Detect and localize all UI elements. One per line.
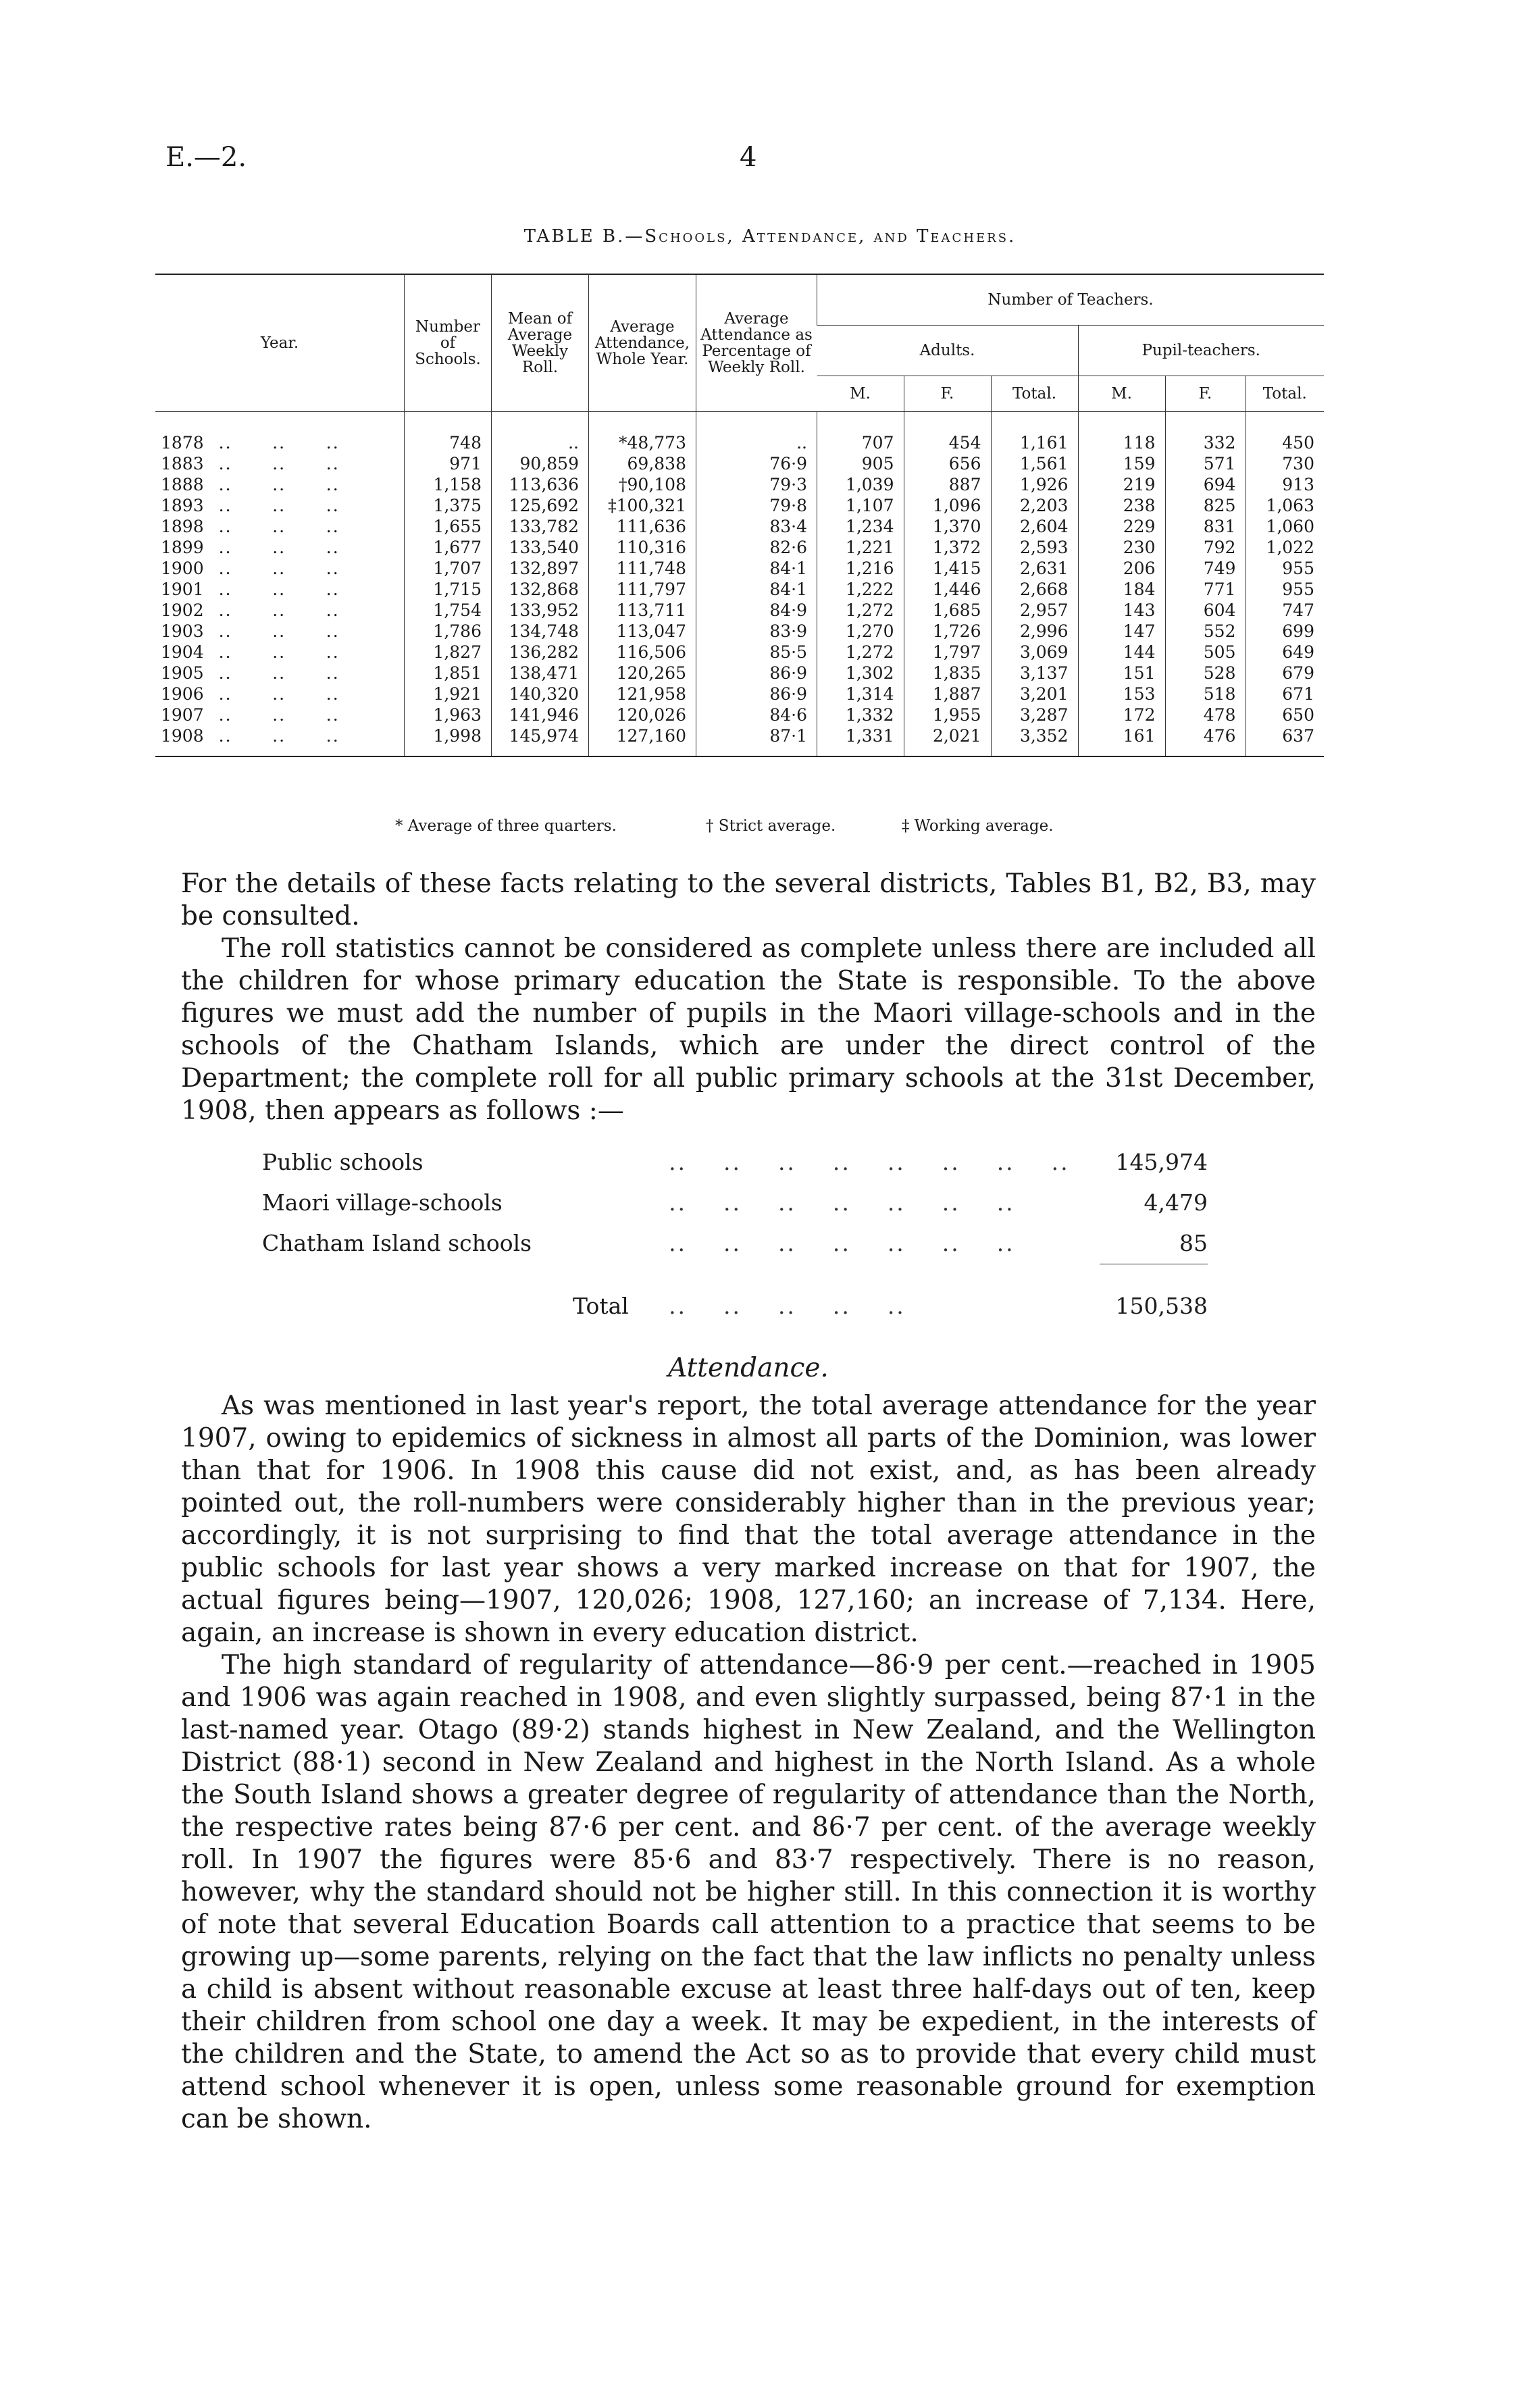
table-cell: ..: [492, 412, 589, 454]
table-cell: 230: [1078, 537, 1165, 558]
table-cell: 1,375: [405, 495, 492, 516]
table-cell: 161: [1078, 725, 1165, 756]
table-cell: 1,561: [991, 453, 1078, 474]
table-cell: 1,835: [904, 663, 991, 684]
body-text: [181, 868, 1316, 2136]
paragraph-details: For the details of these facts relating to the several districts, Tables B1, B2, B3, may be consulted.: [181, 869, 1316, 931]
table-cell: 3,201: [991, 684, 1078, 704]
table-cell: 2,668: [991, 579, 1078, 600]
col-pupil-m: M.: [1078, 376, 1165, 412]
table-cell: 206: [1078, 558, 1165, 579]
year-cell: 1901 .. .. ..: [161, 580, 340, 599]
year-cell: 1883 .. .. ..: [161, 454, 340, 473]
table-cell: 528: [1165, 663, 1246, 684]
table-cell: 1,039: [817, 474, 904, 495]
table-caption: [0, 226, 1540, 247]
table-cell: 219: [1078, 474, 1165, 495]
table-row: [155, 621, 1324, 642]
table-cell: 133,952: [492, 600, 589, 621]
col-schools: Number of Schools.: [405, 274, 492, 412]
table-cell: ‡100,321: [589, 495, 696, 516]
table-cell: 505: [1165, 642, 1246, 663]
table-cell: *48,773: [589, 412, 696, 454]
table-cell: 478: [1165, 704, 1246, 725]
table-cell: 1,161: [991, 412, 1078, 454]
table-cell: 1,107: [817, 495, 904, 516]
table-cell: 144: [1078, 642, 1165, 663]
table-row: [155, 412, 1324, 454]
table-cell: 1,314: [817, 684, 904, 704]
table-cell: 1,222: [817, 579, 904, 600]
footnote-working: ‡ Working average.: [902, 817, 1054, 835]
table-cell: 748: [405, 412, 492, 454]
year-cell: 1907 .. .. ..: [161, 705, 340, 725]
table-row: [155, 579, 1324, 600]
table-cell: 332: [1165, 412, 1246, 454]
table-cell: 1,786: [405, 621, 492, 642]
attendance-heading: Attendance.: [668, 1353, 829, 1383]
table-cell: ..: [696, 412, 817, 454]
table-cell: 84·1: [696, 558, 817, 579]
col-pupil-total: Total.: [1246, 376, 1324, 412]
year-cell: 1893 .. .. ..: [161, 496, 340, 515]
table-cell: 552: [1165, 621, 1246, 642]
roll-row: Chatham Island schools .. .. .. .. .. .. .. 85: [262, 1223, 1208, 1264]
table-cell: 730: [1246, 453, 1324, 474]
table-cell: 1,415: [904, 558, 991, 579]
table-cell: 79·8: [696, 495, 817, 516]
table-cell: 1,331: [817, 725, 904, 756]
table-cell: 1,677: [405, 537, 492, 558]
table-cell: 3,069: [991, 642, 1078, 663]
table-cell: 76·9: [696, 453, 817, 474]
table-cell: 1,655: [405, 516, 492, 537]
table-cell: 1,370: [904, 516, 991, 537]
table-cell: 120,026: [589, 704, 696, 725]
table-cell: 679: [1246, 663, 1324, 684]
table-cell: 1,372: [904, 537, 991, 558]
table-cell: 707: [817, 412, 904, 454]
statistics-table: [155, 274, 1324, 757]
table-cell: 3,137: [991, 663, 1078, 684]
table-cell: 1,221: [817, 537, 904, 558]
table-cell: 110,316: [589, 537, 696, 558]
year-cell: 1906 .. .. ..: [161, 684, 340, 704]
roll-row: Public schools .. .. .. .. .. .. .. .. 145,974: [262, 1142, 1208, 1183]
table-cell: 1,685: [904, 600, 991, 621]
page-number: 4: [740, 142, 757, 173]
table-cell: 120,265: [589, 663, 696, 684]
table-cell: 111,636: [589, 516, 696, 537]
table-cell: 79·3: [696, 474, 817, 495]
table-cell: 913: [1246, 474, 1324, 495]
table-row: [155, 453, 1324, 474]
table-cell: 2,996: [991, 621, 1078, 642]
table-row: [155, 537, 1324, 558]
table-cell: 604: [1165, 600, 1246, 621]
table-cell: 145,974: [492, 725, 589, 756]
table-cell: 87·1: [696, 725, 817, 756]
table-cell: 1,851: [405, 663, 492, 684]
table-cell: 1,272: [817, 642, 904, 663]
table-cell: 90,859: [492, 453, 589, 474]
table-cell: 2,604: [991, 516, 1078, 537]
year-cell: 1900 .. .. ..: [161, 559, 340, 578]
table-row: [155, 642, 1324, 663]
table-cell: 637: [1246, 725, 1324, 756]
year-cell: 1898 .. .. ..: [161, 517, 340, 536]
table-cell: 955: [1246, 579, 1324, 600]
table-cell: 649: [1246, 642, 1324, 663]
roll-row: Maori village-schools .. .. .. .. .. .. .. 4,479: [262, 1183, 1208, 1223]
table-cell: 747: [1246, 600, 1324, 621]
table-cell: 454: [904, 412, 991, 454]
year-cell: 1878 .. .. ..: [161, 433, 340, 453]
table-row: [155, 495, 1324, 516]
table-cell: 2,957: [991, 600, 1078, 621]
table-caption-prefix: TABLE B.—: [523, 226, 645, 247]
table-cell: 1,827: [405, 642, 492, 663]
table-cell: 1,797: [904, 642, 991, 663]
year-cell: 1902 .. .. ..: [161, 600, 340, 620]
table-cell: 905: [817, 453, 904, 474]
table-row: [155, 516, 1324, 537]
table-cell: 229: [1078, 516, 1165, 537]
table-cell: 132,897: [492, 558, 589, 579]
table-cell: 2,593: [991, 537, 1078, 558]
table-cell: 84·6: [696, 704, 817, 725]
table-cell: 1,926: [991, 474, 1078, 495]
table-cell: 1,921: [405, 684, 492, 704]
table-cell: 3,287: [991, 704, 1078, 725]
year-cell: 1903 .. .. ..: [161, 621, 340, 641]
table-cell: 1,158: [405, 474, 492, 495]
table-cell: 792: [1165, 537, 1246, 558]
table-cell: 132,868: [492, 579, 589, 600]
table-caption-title: Schools, Attendance, and Teachers.: [644, 226, 1017, 247]
roll-value: 85: [1179, 1230, 1208, 1256]
table-cell: 147: [1078, 621, 1165, 642]
table-cell: 1,270: [817, 621, 904, 642]
table-cell: 136,282: [492, 642, 589, 663]
table-row: [155, 474, 1324, 495]
table-cell: 85·5: [696, 642, 817, 663]
table-cell: 125,692: [492, 495, 589, 516]
year-cell: 1908 .. .. ..: [161, 726, 340, 746]
table-cell: 671: [1246, 684, 1324, 704]
table-cell: 694: [1165, 474, 1246, 495]
table-cell: 1,955: [904, 704, 991, 725]
table-cell: 82·6: [696, 537, 817, 558]
table-cell: 141,946: [492, 704, 589, 725]
table-cell: 86·9: [696, 684, 817, 704]
table-cell: 138,471: [492, 663, 589, 684]
table-cell: 172: [1078, 704, 1165, 725]
table-cell: 84·9: [696, 600, 817, 621]
col-mean-roll: Mean of Average Weekly Roll.: [492, 274, 589, 412]
table-cell: 1,234: [817, 516, 904, 537]
table-cell: 111,748: [589, 558, 696, 579]
col-attendance-pct: Average Attendance as Percentage of Weekly Roll.: [696, 274, 817, 412]
table-cell: 887: [904, 474, 991, 495]
col-adults: Adults.: [817, 326, 1079, 376]
table-body: [155, 412, 1324, 757]
table-row: [155, 558, 1324, 579]
table-cell: 127,160: [589, 725, 696, 756]
roll-total-value: 150,538: [1100, 1264, 1208, 1327]
table-cell: 69,838: [589, 453, 696, 474]
table-cell: 133,540: [492, 537, 589, 558]
table-cell: 656: [904, 453, 991, 474]
roll-label: Chatham Island schools: [262, 1230, 532, 1257]
paragraph-roll-statistics: The roll statistics cannot be considered as complete unless there are included all the children for whose primary education the State is responsible. To the above figures we must add the number of pupils in the Maori village-schools and in the schools of the Chatham Islands, which are under the direct control of the Department; the complete roll for all public primary schools at the 31st December, 1908, then appears as follows :—: [181, 933, 1316, 1126]
roll-summary: [262, 1142, 1208, 1327]
table-row: [155, 704, 1324, 725]
table-cell: †90,108: [589, 474, 696, 495]
table-cell: 518: [1165, 684, 1246, 704]
table-cell: 116,506: [589, 642, 696, 663]
col-adults-m: M.: [817, 376, 904, 412]
table-row: [155, 600, 1324, 621]
table-cell: 83·9: [696, 621, 817, 642]
table-cell: 113,636: [492, 474, 589, 495]
roll-total-label: Total: [573, 1292, 629, 1319]
table-cell: 1,887: [904, 684, 991, 704]
table-cell: 450: [1246, 412, 1324, 454]
table-cell: 971: [405, 453, 492, 474]
year-cell: 1899 .. .. ..: [161, 538, 340, 557]
table-cell: 151: [1078, 663, 1165, 684]
table-cell: 3,352: [991, 725, 1078, 756]
table-cell: 113,047: [589, 621, 696, 642]
table-cell: 825: [1165, 495, 1246, 516]
roll-value: 4,479: [1144, 1189, 1208, 1216]
col-avg-attendance: Average Attendance, Whole Year.: [589, 274, 696, 412]
table-cell: 1,332: [817, 704, 904, 725]
table-cell: 118: [1078, 412, 1165, 454]
table-cell: 2,021: [904, 725, 991, 756]
year-cell: 1888 .. .. ..: [161, 475, 340, 494]
table-cell: 1,998: [405, 725, 492, 756]
paragraph-regularity: The high standard of regularity of attendance—86·9 per cent.—reached in 1905 and 1906 was again reached in 1908, and even slightly surpassed, being 87·1 in the last-named year. Otago (89·2) stands highest in New Zealand, and the Wellington District (88·1) second in New Zealand and highest in the North Island. As a whole the South Island shows a greater degree of regularity of attendance than the North, the respective rates being 87·6 per cent. and 86·7 per cent. of the average weekly roll. In 1907 the figures were 85·6 and 83·7 respectively. There is no reason, however, why the standard should not be higher still. In this connection it is worthy of note that several Education Boards call attention to a practice that seems to be growing up—some parents, relying on the fact that the law inflicts no penalty unless a child is absent without reasonable excuse at least three half-days out of ten, keep their children from school one day a week. It may be expedient, in the interests of the children and the State, to amend the Act so as to provide that every child must attend school whenever it is open, unless some reasonable ground for exemption can be shown.: [181, 1650, 1316, 2134]
table-row: [155, 725, 1324, 756]
footnote-three-quarters: * Average of three quarters.: [395, 817, 617, 835]
table-cell: 1,715: [405, 579, 492, 600]
roll-label: Maori village-schools: [262, 1189, 503, 1216]
roll-label: Public schools: [262, 1149, 424, 1175]
table-cell: 83·4: [696, 516, 817, 537]
footnote-strict: † Strict average.: [706, 817, 836, 835]
col-pupil-teachers: Pupil-teachers.: [1078, 326, 1324, 376]
year-cell: 1905 .. .. ..: [161, 663, 340, 683]
table-cell: 476: [1165, 725, 1246, 756]
table-cell: 2,203: [991, 495, 1078, 516]
table-cell: 121,958: [589, 684, 696, 704]
table-cell: 1,707: [405, 558, 492, 579]
roll-value: 145,974: [1115, 1149, 1208, 1175]
table-row: [155, 663, 1324, 684]
col-pupil-f: F.: [1165, 376, 1246, 412]
table-cell: 1,096: [904, 495, 991, 516]
paragraph-attendance: As was mentioned in last year's report, the total average attendance for the year 1907, owing to epidemics of sickness in almost all parts of the Dominion, was lower than that for 1906. In 1908 this cause did not exist, and, as has been already pointed out, the roll-numbers were considerably higher than in the previous year; accordingly, it is not surprising to find that the total average attendance in the public schools for last year shows a very marked increase on that for 1907, the actual figures being—1907, 120,026; 1908, 127,160; an increase of 7,134. Here, again, an increase is shown in every education district.: [181, 1391, 1316, 1648]
table-row: [155, 684, 1324, 704]
col-year: Year.: [155, 274, 405, 412]
table-cell: 86·9: [696, 663, 817, 684]
table-cell: 1,063: [1246, 495, 1324, 516]
table-cell: 1,302: [817, 663, 904, 684]
table-cell: 184: [1078, 579, 1165, 600]
table-cell: 831: [1165, 516, 1246, 537]
table-cell: 1,216: [817, 558, 904, 579]
table-cell: 699: [1246, 621, 1324, 642]
table-cell: 84·1: [696, 579, 817, 600]
page-reference: E.—2.: [165, 142, 247, 173]
roll-total-row: Total .. .. .. .. .. 150,538: [262, 1264, 1208, 1327]
table-cell: 1,272: [817, 600, 904, 621]
table-cell: 1,446: [904, 579, 991, 600]
table-cell: 571: [1165, 453, 1246, 474]
table-cell: 159: [1078, 453, 1165, 474]
table-cell: 1,022: [1246, 537, 1324, 558]
table-cell: 2,631: [991, 558, 1078, 579]
table-cell: 749: [1165, 558, 1246, 579]
table-cell: 140,320: [492, 684, 589, 704]
col-adults-total: Total.: [991, 376, 1078, 412]
table-cell: 113,711: [589, 600, 696, 621]
col-adults-f: F.: [904, 376, 991, 412]
table-cell: 650: [1246, 704, 1324, 725]
table-cell: 133,782: [492, 516, 589, 537]
year-cell: 1904 .. .. ..: [161, 642, 340, 662]
table-cell: 1,726: [904, 621, 991, 642]
table-cell: 143: [1078, 600, 1165, 621]
table-cell: 771: [1165, 579, 1246, 600]
table-cell: 1,963: [405, 704, 492, 725]
table-cell: 238: [1078, 495, 1165, 516]
table-cell: 955: [1246, 558, 1324, 579]
table-cell: 134,748: [492, 621, 589, 642]
table-cell: 111,797: [589, 579, 696, 600]
table-cell: 1,060: [1246, 516, 1324, 537]
col-teachers: Number of Teachers.: [817, 274, 1325, 326]
table-cell: 1,754: [405, 600, 492, 621]
table-cell: 153: [1078, 684, 1165, 704]
